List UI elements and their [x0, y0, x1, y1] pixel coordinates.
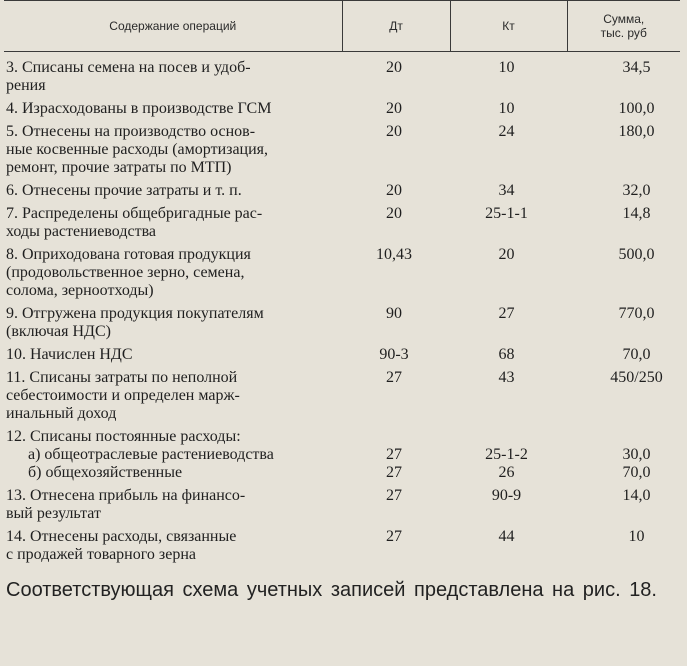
accounting-entries-table [4, 0, 680, 564]
operation-line: 13. Отнесена прибыль на финансо- [6, 487, 246, 504]
table-row [4, 118, 680, 177]
operation-cell [4, 95, 342, 118]
credit-cell: 10 [498, 59, 515, 76]
operation-line: 8. Оприходована готовая продукция [6, 246, 251, 263]
table-row [4, 423, 680, 446]
table-row [4, 300, 680, 341]
operation-line: с продажей товарного зерна [6, 546, 196, 563]
operation-line: 10. Начислен НДС [6, 346, 133, 363]
sum-cell: 14,8 [622, 205, 651, 222]
sum-cell: 770,0 [618, 305, 655, 322]
operation-line: ходы растениеводства [6, 223, 157, 240]
table-body [4, 52, 680, 565]
sum-cell: 14,0 [622, 487, 651, 504]
credit-cell: 43 [498, 369, 515, 386]
debit-cell: 20 [386, 205, 402, 222]
operation-line: 3. Списаны семена на посев и удоб- [6, 59, 251, 76]
debit-cell: 20 [386, 100, 402, 117]
sum-cell: 100,0 [618, 100, 655, 117]
operation-line: инальный доход [6, 405, 117, 422]
credit-cell: 25-1-1 [485, 205, 528, 222]
operation-cell [4, 423, 342, 446]
operation-cell [4, 300, 342, 341]
credit-cell: 24 [498, 123, 515, 140]
sum-cell: 10 [628, 528, 645, 545]
operation-cell [4, 177, 342, 200]
credit-cell: 26 [498, 464, 515, 481]
header-sum-line2: тыс. руб [600, 26, 647, 40]
credit-cell: 27 [498, 305, 515, 322]
table-row [4, 200, 680, 241]
sum-cell: 30,0 [622, 446, 651, 463]
operation-line: 12. Списаны постоянные расходы: [6, 428, 241, 445]
operation-line: ные косвенные расходы (амортизация, [6, 141, 269, 158]
table-row [4, 523, 680, 564]
operation-line: рения [6, 77, 46, 94]
debit-cell: 20 [386, 123, 402, 140]
operation-line: 14. Отнесены расходы, связанные [6, 528, 237, 545]
sum-cell: 34,5 [622, 59, 651, 76]
table-row [4, 52, 680, 96]
credit-cell: 90-9 [491, 487, 522, 504]
debit-cell: 20 [386, 182, 402, 199]
debit-cell: 27 [386, 446, 402, 463]
sum-cell: 70,0 [622, 346, 651, 363]
credit-cell [450, 423, 567, 446]
debit-cell: 90-3 [379, 346, 409, 363]
operation-cell [4, 523, 342, 564]
debit-cell: 10,43 [376, 246, 412, 263]
header-credit: Кт [450, 1, 567, 52]
debit-cell [342, 423, 450, 446]
credit-cell: 20 [498, 246, 515, 263]
header-operation: Содержание операций [4, 1, 342, 52]
table-row [4, 464, 680, 482]
debit-cell: 27 [386, 487, 402, 504]
operation-line: а) общеотраслевые растениеводства [28, 446, 274, 463]
credit-cell: 34 [498, 182, 515, 199]
operation-cell [4, 52, 342, 96]
sum-cell: 500,0 [618, 246, 655, 263]
operation-line: ремонт, прочие затраты по МТП) [6, 159, 232, 176]
operation-cell [4, 446, 342, 464]
operation-line: (продовольственное зерно, семена, [6, 264, 245, 281]
header-sum-line1: Сумма, [603, 12, 645, 26]
sum-cell: 32,0 [622, 182, 651, 199]
table-row [4, 95, 680, 118]
table-row [4, 241, 680, 300]
operation-line: себестоимости и определен марж- [6, 387, 240, 404]
sum-cell: 180,0 [618, 123, 655, 140]
operation-line: б) общехозяйственные [28, 464, 183, 481]
operation-cell [4, 241, 342, 300]
operation-line: 7. Распределены общебригадные рас- [6, 205, 263, 222]
operation-line: 5. Отнесены на производство основ- [6, 123, 256, 140]
sum-cell: 70,0 [622, 464, 651, 481]
debit-cell: 90 [386, 305, 402, 322]
table-row [4, 341, 680, 364]
table-row [4, 446, 680, 464]
operation-line: 11. Списаны затраты по неполной [6, 369, 238, 386]
operation-cell [4, 464, 342, 482]
debit-cell: 27 [386, 464, 402, 481]
operation-line: солома, зерноотходы) [6, 282, 154, 299]
credit-cell: 10 [498, 100, 515, 117]
sum-cell [567, 423, 680, 446]
header-sum [567, 1, 680, 52]
table-row [4, 364, 680, 423]
header-debit: Дт [342, 1, 450, 52]
operation-line: 6. Отнесены прочие затраты и т. п. [6, 182, 242, 199]
operation-cell [4, 341, 342, 364]
operation-cell [4, 482, 342, 523]
operation-line: 4. Израсходованы в производстве ГСМ [6, 100, 272, 117]
debit-cell: 27 [386, 528, 402, 545]
operation-cell [4, 364, 342, 423]
operation-cell [4, 118, 342, 177]
credit-cell: 44 [498, 528, 515, 545]
operation-cell [4, 200, 342, 241]
sum-cell: 450/250 [610, 369, 663, 386]
table-header-row [4, 1, 680, 52]
table-row [4, 177, 680, 200]
credit-cell: 25-1-2 [485, 446, 528, 463]
operation-line: 9. Отгружена продукция покупателям [6, 305, 264, 322]
table-row [4, 482, 680, 523]
credit-cell: 68 [498, 346, 515, 363]
debit-cell: 27 [386, 369, 402, 386]
operation-line: (включая НДС) [6, 323, 111, 340]
operation-line: вый результат [6, 505, 101, 522]
footer-paragraph: Соответствующая схема учетных записей представлена на рис. 18. [6, 579, 657, 601]
debit-cell: 20 [386, 59, 402, 76]
